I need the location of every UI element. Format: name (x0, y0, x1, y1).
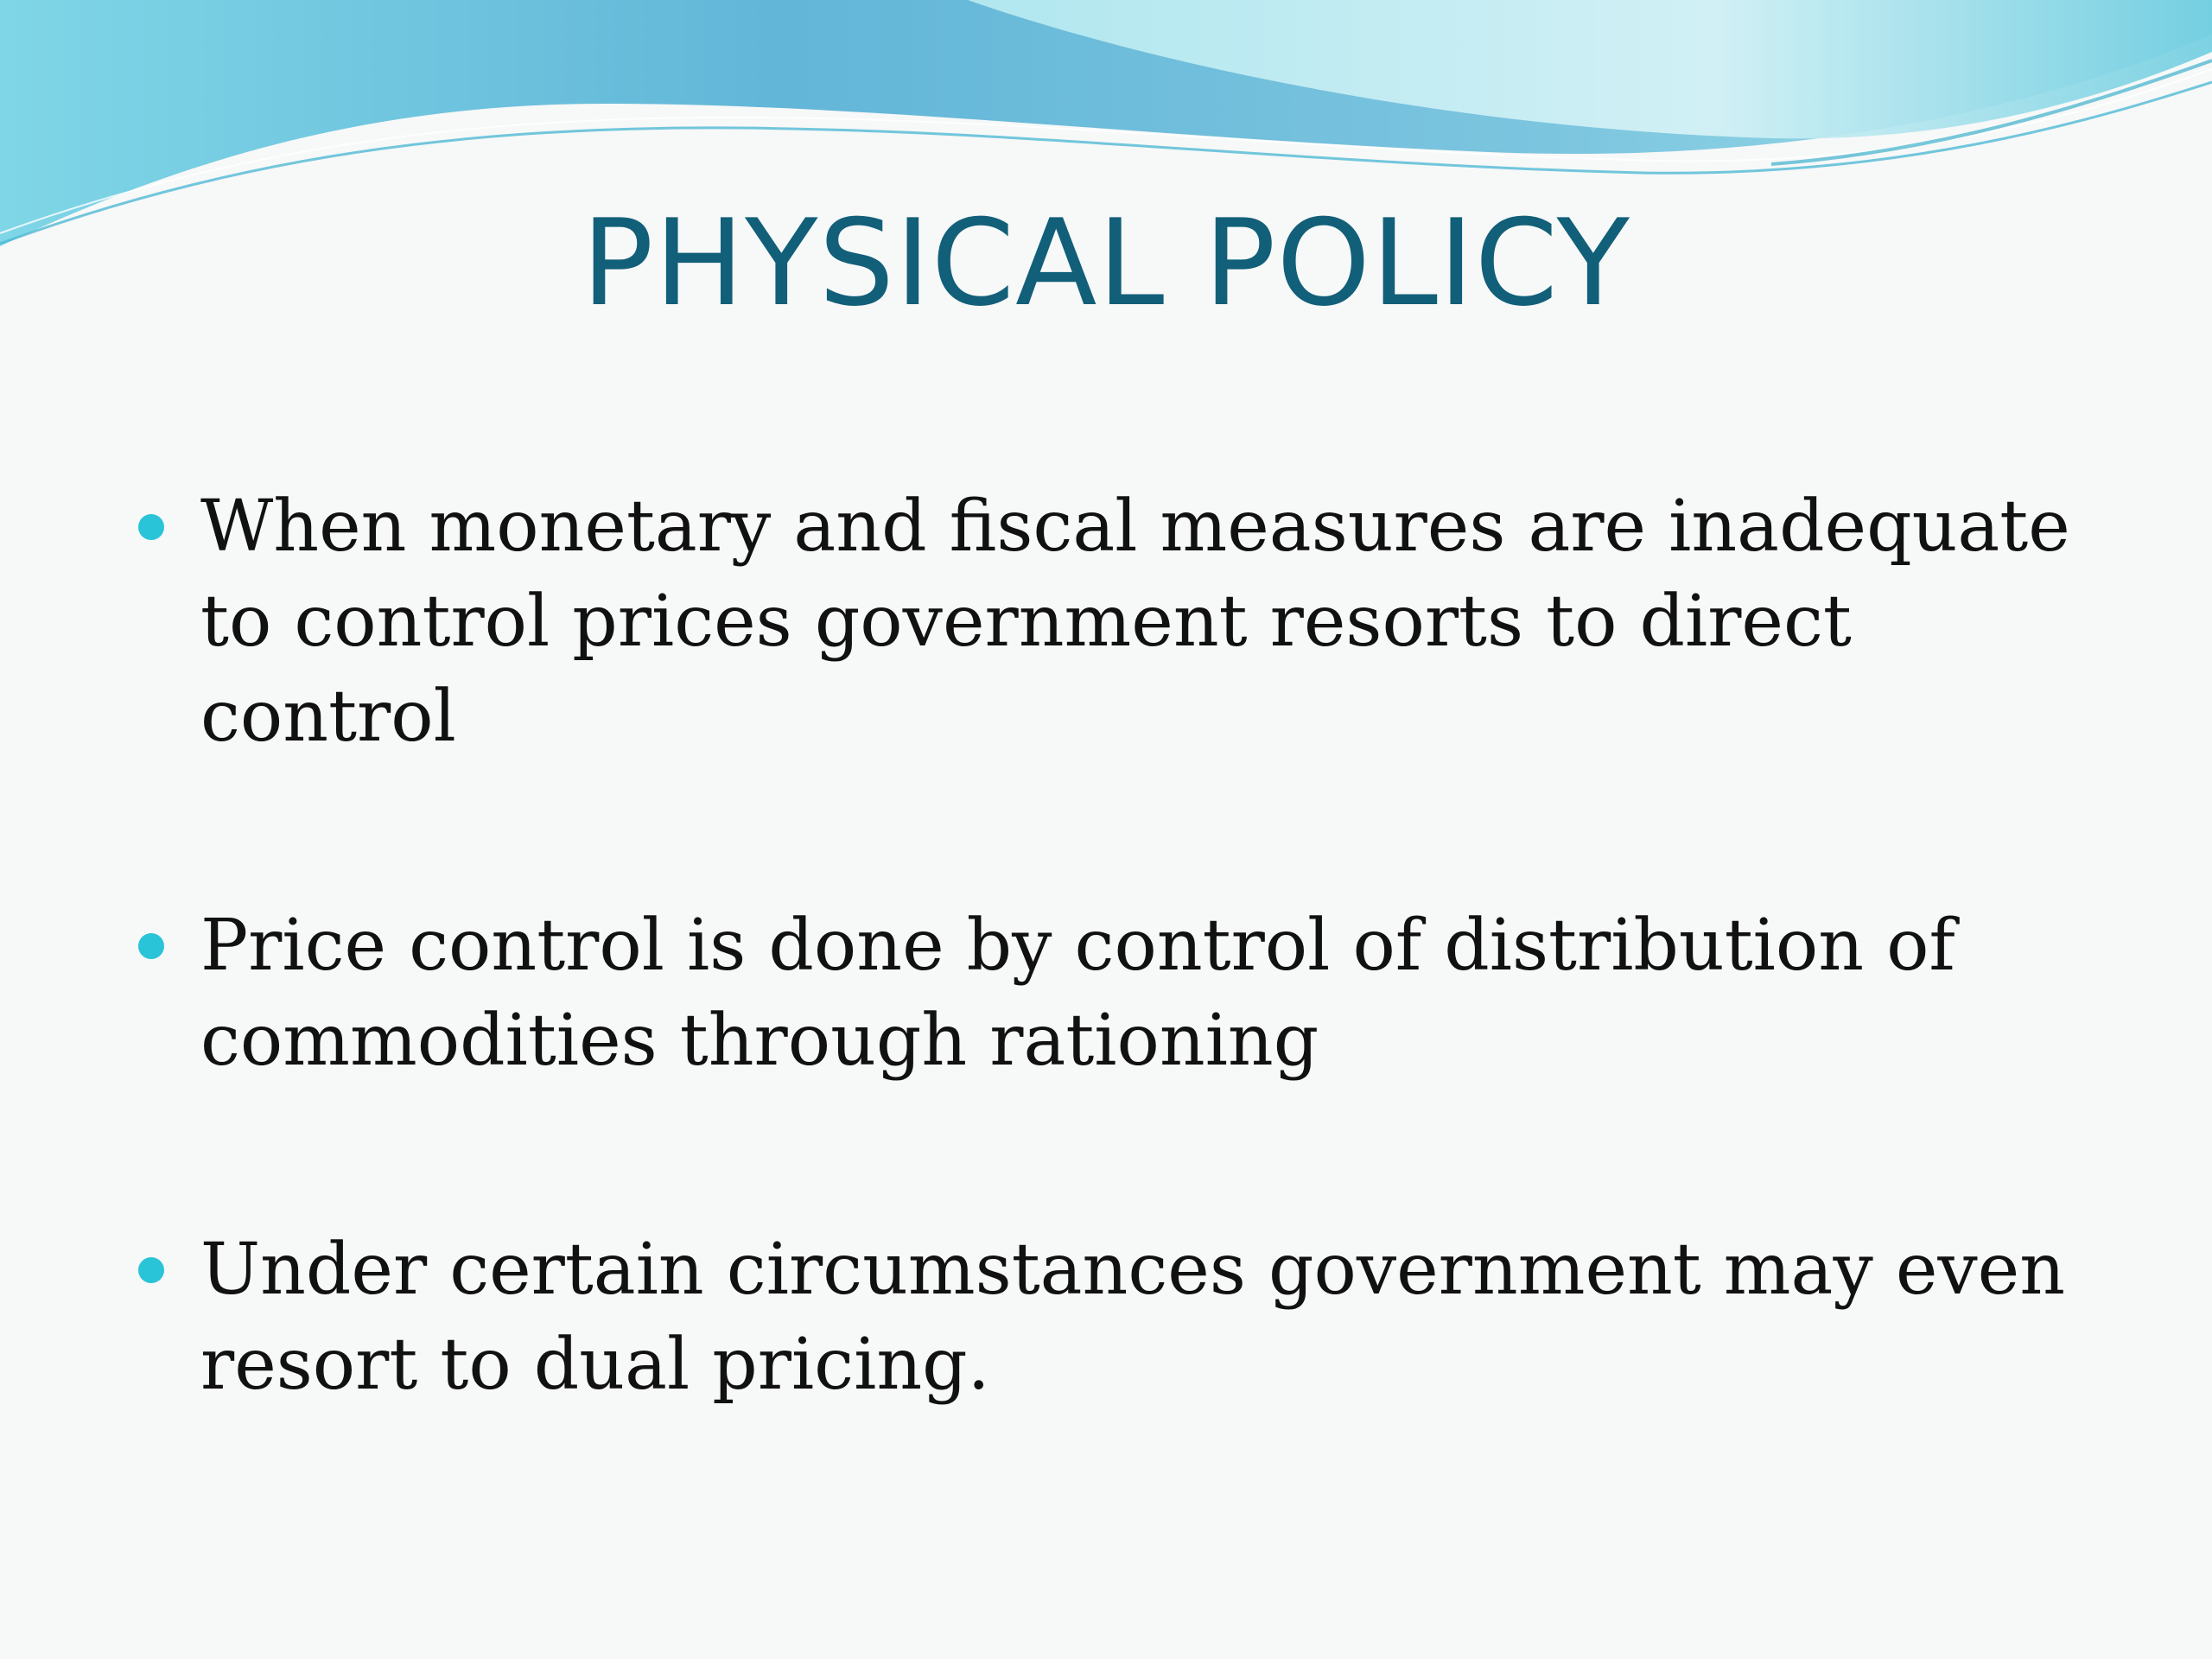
bullet-text: Price control is done by control of distribution of commodities through rationing (200, 905, 1955, 1082)
slide-title: PHYSICAL POLICY (582, 194, 1630, 333)
bullet-item (138, 1223, 2126, 1413)
bullet-text: Under certain circumstances government may even resort to dual pricing. (200, 1229, 2066, 1406)
bullet-list (138, 480, 2126, 1547)
bullet-text: When monetary and fiscal measures are inadequate to control prices government resorts to direct control (200, 486, 2070, 758)
bullet-icon (138, 933, 164, 959)
bullet-icon (138, 1257, 164, 1283)
bullet-item (138, 899, 2126, 1089)
bullet-item (138, 480, 2126, 765)
bullet-icon (138, 514, 164, 540)
